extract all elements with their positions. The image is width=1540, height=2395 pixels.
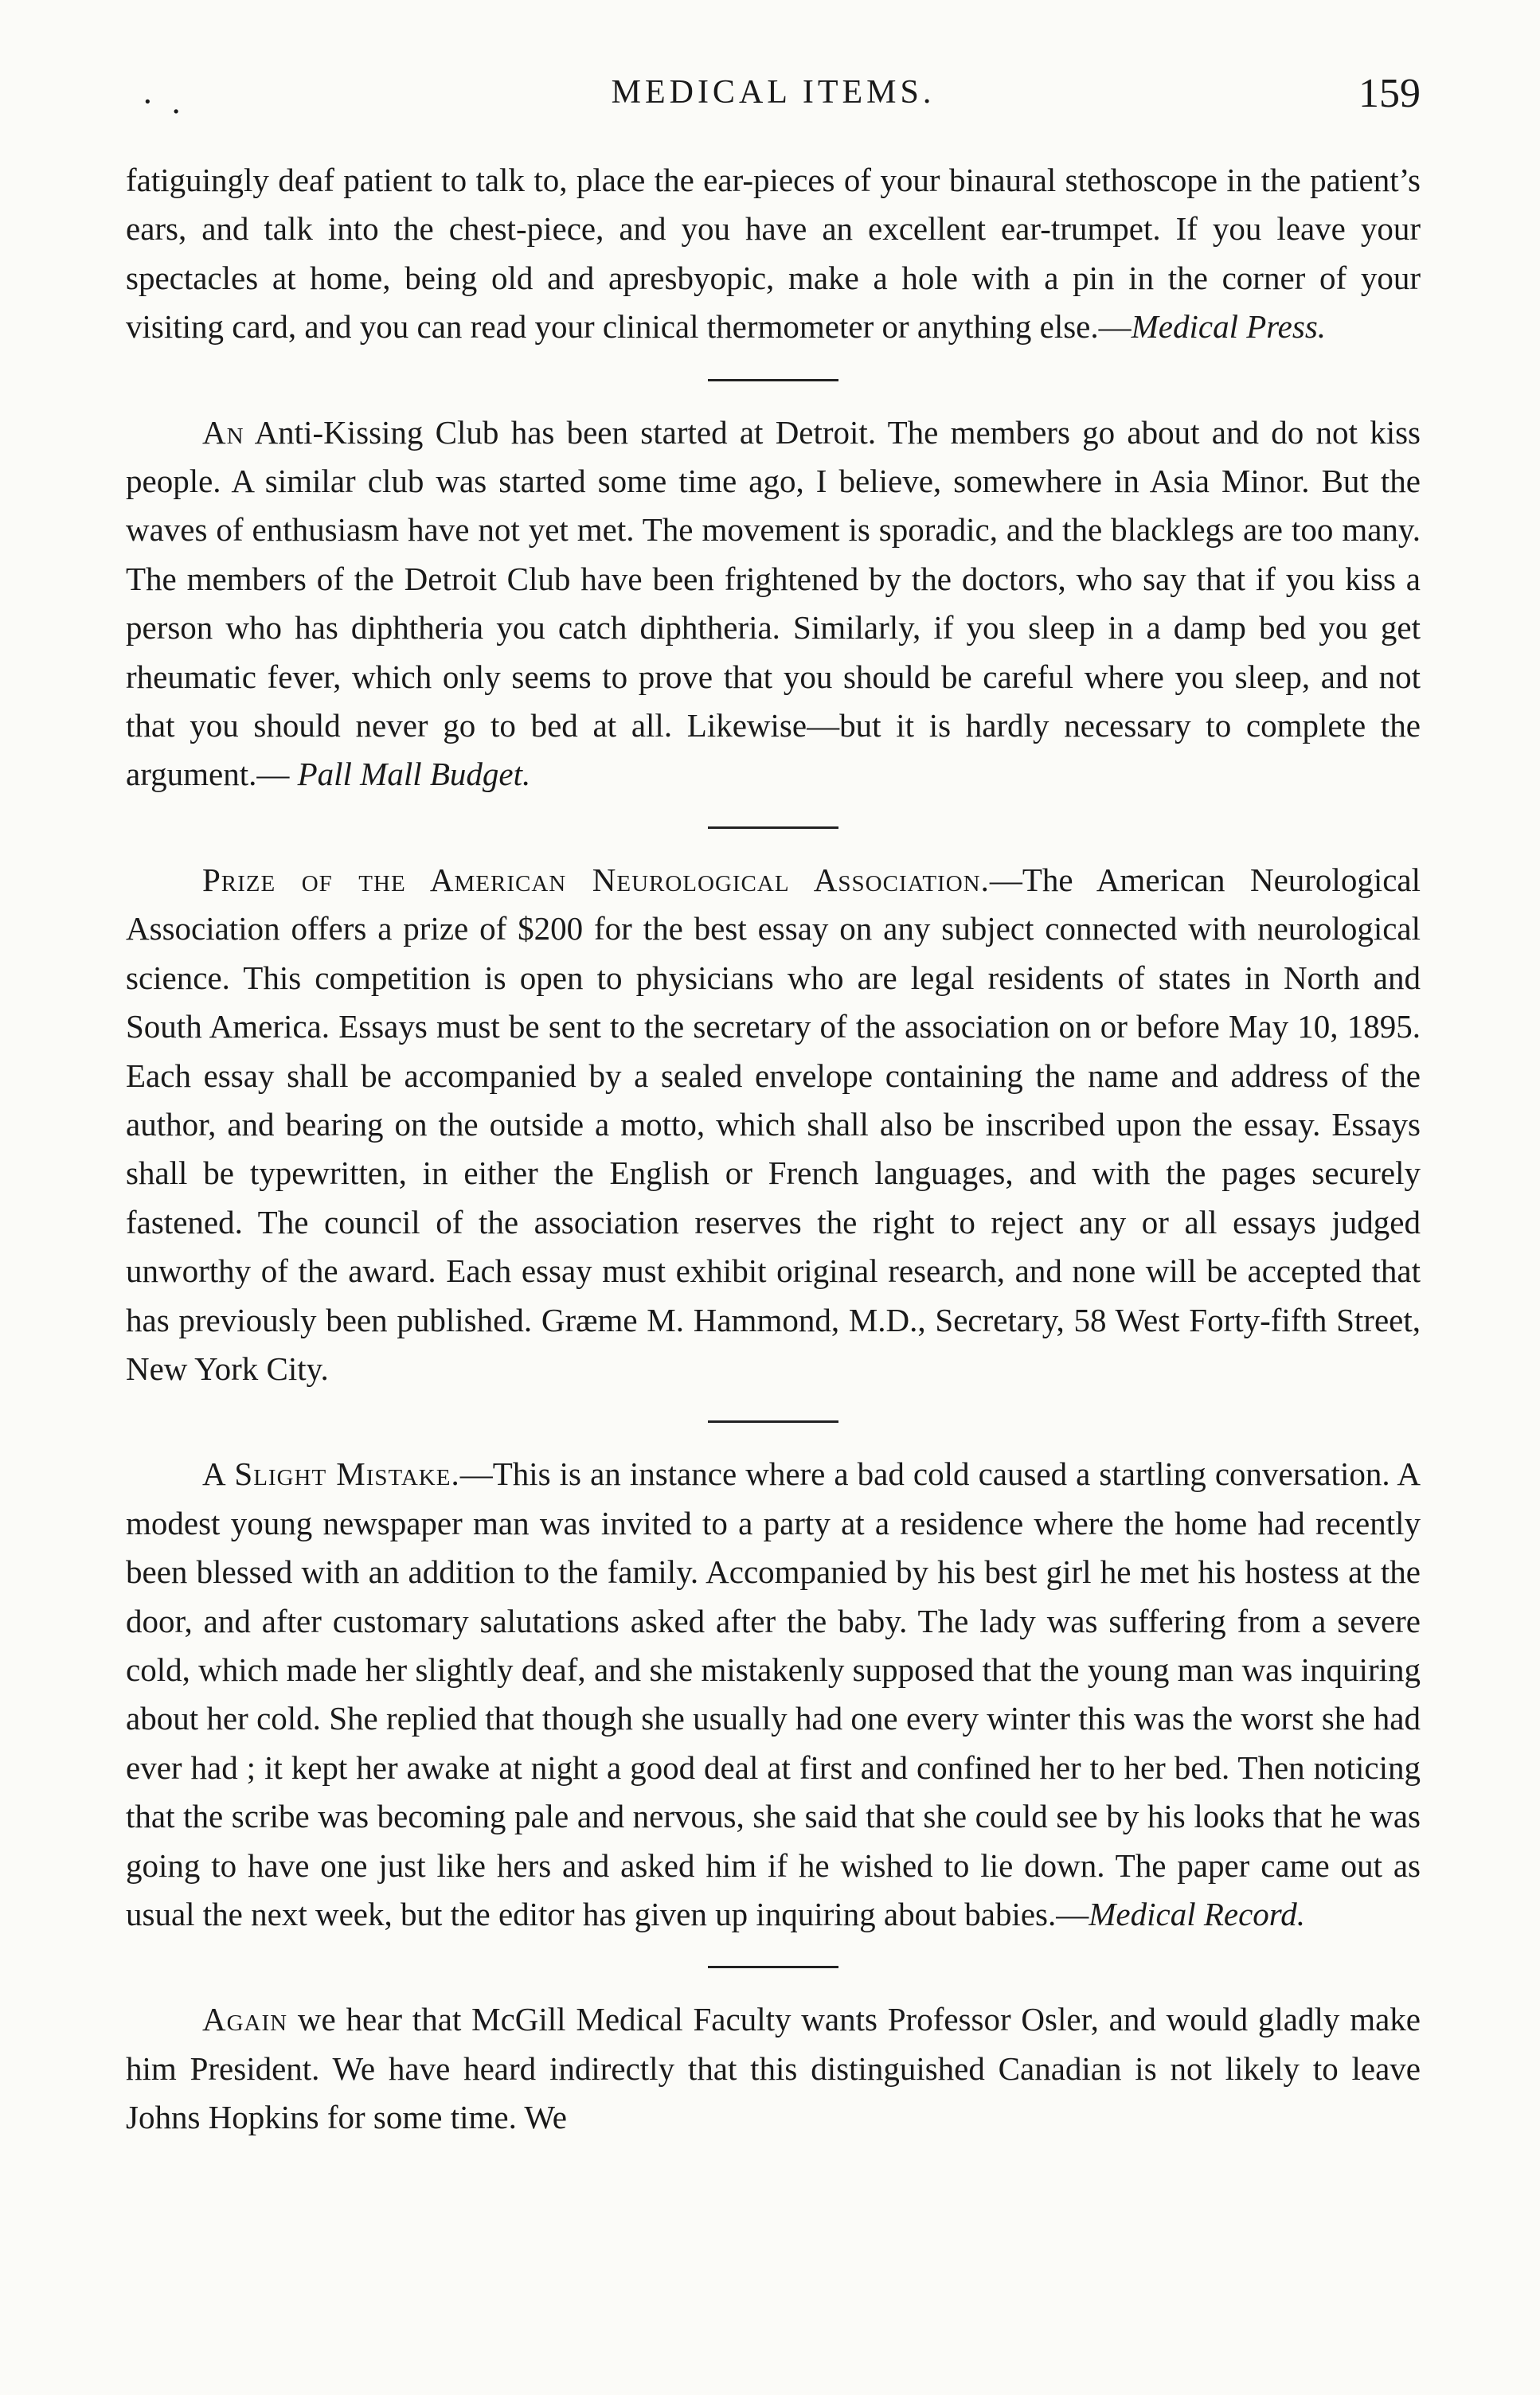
paragraph-text: —The American Neurological Association offers a prize of $200 for the best essay on any subject connected with neurological science. This competition is open to physicians who are legal residents of states in North and South America. Essays must be sent to the secretary of the association on or before May 10, 1895. Each essay shall be accompanied by a sealed envelope containing the name and address of the author, and bearing on the outside a motto, which shall also be inscribed upon the essay. Essays shall be typewritten, in either the English or French languages, and with the pages securely fastened. The council of the association reserves the right to reject any or all essays judged unworthy of the award. Each essay must exhibit original research, and none will be accepted that has previously been published. Græme M. Hammond, M.D., Secretary, 58 West Forty-fifth Street, New York City. [126,861,1421,1387]
section-divider [708,1420,838,1423]
paragraph-lead: A Slight Mistake. [202,1455,460,1493]
paragraph-osler [126,1995,1421,2142]
paragraph-anti-kissing-club [126,408,1421,799]
paragraph-source: Pall Mall Budget. [297,756,531,793]
running-head [126,73,1421,121]
running-title: MEDICAL ITEMS. [611,74,936,111]
paragraph-source: Medical Record. [1089,1896,1305,1932]
paragraph-lead: Prize of the American Neurological Association. [202,861,990,898]
page-number: 159 [1358,71,1421,116]
section-divider [708,826,838,829]
paragraph-text: we hear that McGill Medical Faculty wants Professor Osler, and would gladly make him President. We have heard indirectly that this distinguished Canadian is not likely to leave Johns Hopkins for some time. We [126,2001,1421,2136]
paragraph-text: Anti-Kissing Club has been started at Detroit. The members go about and do not kiss people. A similar club was started some time ago, I believe, somewhere in Asia Minor. But the waves of enthusiasm have not yet met. The movement is sporadic, and the blacklegs are too many. The members of the Detroit Club have been frightened by the doctors, who say that if you kiss a person who has diphtheria you catch diphtheria. Similarly, if you sleep in a damp bed you get rheumatic fever, which only seems to prove that you should be careful where you sleep, and not that you should never go to bed at all. Likewise—but it is hardly necessary to complete the argument.— [126,413,1421,793]
paragraph-text: fatiguingly deaf patient to talk to, place the ear-pieces of your binaural stethoscope in the patient’s ears, and talk into the chest-piece, and you have an excellent ear-trumpet. If you leave your spectacles at home, being old and apresbyopic, make a hole with a pin in the corner of your visiting card, and you can read your clinical thermometer or anything else.— [126,162,1421,346]
header-mark: · . [142,82,186,121]
paragraph-text: —This is an instance where a bad cold caused a startling conversation. A modest young newspaper man was invited to a party at a residence where the home had recently been blessed with an addition to the family. Accompanied by his best girl he met his hostess at the door, and after customary salutations asked after the baby. The lady was suffering from a severe cold, which made her slightly deaf, and she mistakenly supposed that the young man was inquiring about her cold. She replied that though she usually had one every winter this was the worst she had ever had ; it kept her awake at night a good deal at first and confined her to her bed. Then noticing that the scribe was becoming pale and nervous, she said that she could see by his looks that he was going to have one just like hers and asked him if he wished to lie down. The paper came out as usual the next week, but the editor has given up inquiring about babies.— [126,1455,1421,1932]
paragraph-source: Medical Press. [1131,308,1327,346]
paragraph-continued [126,156,1421,352]
page-body [126,156,1421,2143]
paragraph-lead: Again [202,2001,288,2038]
section-divider [708,379,838,381]
paragraph-slight-mistake [126,1450,1421,1939]
section-divider [708,1966,838,1968]
paragraph-lead: An [202,413,244,451]
paragraph-neurological-prize [126,856,1421,1393]
